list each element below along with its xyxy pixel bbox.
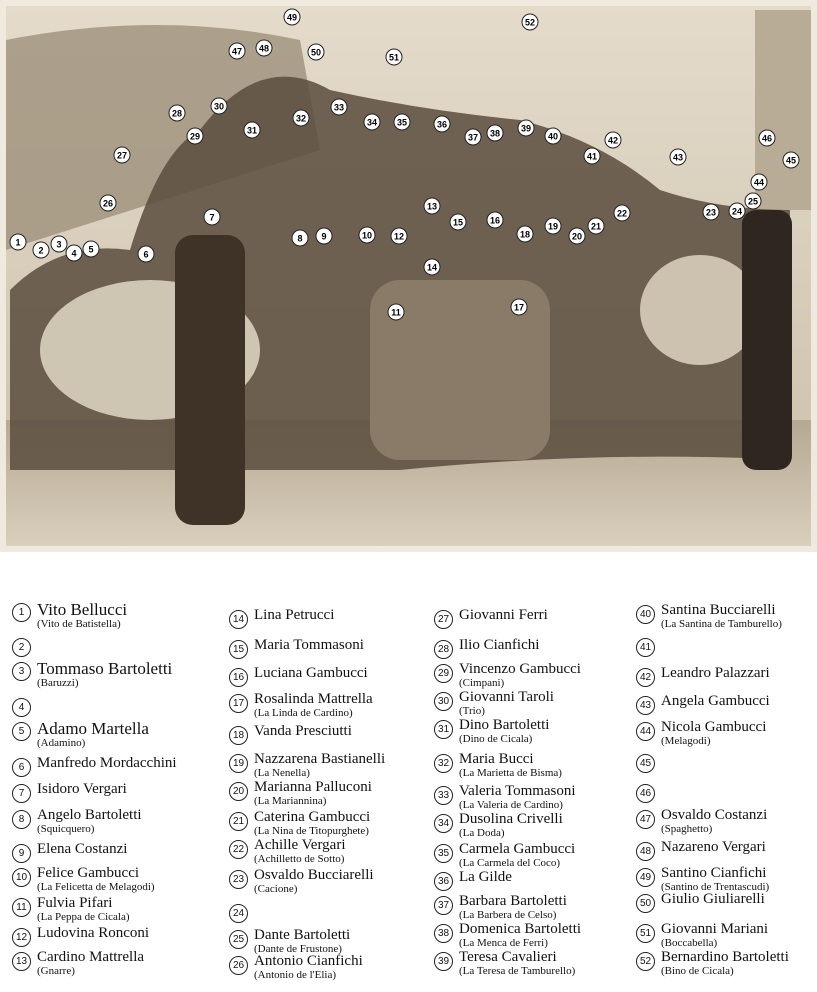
person-name: Giovanni Mariani xyxy=(661,921,769,937)
person-nickname: (Vito de Batistella) xyxy=(37,618,121,630)
legend-number: 28 xyxy=(434,640,453,659)
legend-number: 39 xyxy=(434,952,453,971)
legend-entry xyxy=(12,926,149,947)
person-name: Maria Bucci xyxy=(459,751,534,767)
legend-number: 15 xyxy=(229,640,248,659)
svg-text:19: 19 xyxy=(547,221,559,232)
svg-text:31: 31 xyxy=(246,125,258,136)
person-name: Adamo Martella xyxy=(37,719,149,738)
legend-number: 22 xyxy=(229,840,248,859)
person-name: Achille Vergari xyxy=(254,837,346,853)
person-name: Vincenzo Gambucci xyxy=(459,661,581,677)
svg-text:20: 20 xyxy=(571,231,583,242)
person-nickname: (Cimpani) xyxy=(459,677,505,689)
svg-text:18: 18 xyxy=(519,229,531,240)
person-name: Teresa Cavalieri xyxy=(459,949,557,965)
svg-text:13: 13 xyxy=(426,201,438,212)
person-name: Barbara Bartoletti xyxy=(459,893,567,909)
legend-number: 16 xyxy=(229,668,248,687)
person-nickname: (Santino de Trentascudi) xyxy=(661,881,770,893)
person-nickname: (La Felicetta de Melagodi) xyxy=(37,881,155,893)
legend-entry xyxy=(229,868,374,895)
legend-entry xyxy=(434,638,539,659)
person-name: Leandro Palazzari xyxy=(661,665,770,681)
svg-text:46: 46 xyxy=(761,133,773,144)
legend-number: 8 xyxy=(12,810,31,829)
legend-entry xyxy=(12,896,130,923)
svg-text:36: 36 xyxy=(436,119,448,130)
svg-text:32: 32 xyxy=(295,113,307,124)
svg-text:30: 30 xyxy=(213,101,225,112)
svg-text:50: 50 xyxy=(310,47,322,58)
legend-entry xyxy=(12,782,127,803)
legend-number: 47 xyxy=(636,810,655,829)
svg-text:23: 23 xyxy=(705,207,717,218)
legend-number: 24 xyxy=(229,904,248,923)
legend-entry xyxy=(434,842,575,869)
person-name: Elena Costanzi xyxy=(37,841,128,857)
svg-text:48: 48 xyxy=(258,43,270,54)
person-name: Dino Bartoletti xyxy=(459,717,550,733)
svg-text:14: 14 xyxy=(426,262,438,273)
legend-entry xyxy=(434,690,554,717)
person-name: Valeria Tommasoni xyxy=(459,783,576,799)
person-nickname: (La Nina de Titopurghete) xyxy=(254,825,369,837)
legend-number: 45 xyxy=(636,754,655,773)
person-nickname: (La Menca de Ferri) xyxy=(459,937,548,949)
svg-text:5: 5 xyxy=(88,244,94,255)
legend-entry xyxy=(636,694,770,715)
svg-text:44: 44 xyxy=(753,177,765,188)
legend-entry xyxy=(636,752,661,773)
legend-entry xyxy=(229,752,385,779)
legend-number: 4 xyxy=(12,698,31,717)
person-name: Marianna Palluconi xyxy=(254,779,372,795)
legend-number: 6 xyxy=(12,758,31,777)
legend-entry xyxy=(434,812,563,839)
legend-entry xyxy=(229,724,352,745)
svg-text:39: 39 xyxy=(520,123,532,134)
legend-entry xyxy=(12,866,155,893)
person-nickname: (La Teresa de Tamburello) xyxy=(459,965,576,977)
legend-entry xyxy=(12,842,127,863)
person-name: Carmela Gambucci xyxy=(459,841,576,857)
person-nickname: (La Santina de Tamburello) xyxy=(661,618,782,630)
svg-text:9: 9 xyxy=(321,231,327,242)
person-name: Cardino Mattrella xyxy=(37,949,145,965)
legend-entry xyxy=(229,692,373,719)
person-name: Antonio Cianfichi xyxy=(254,953,363,969)
svg-text:42: 42 xyxy=(607,135,619,146)
svg-text:33: 33 xyxy=(333,102,345,113)
svg-text:34: 34 xyxy=(366,117,378,128)
person-nickname: (La Barbera de Celso) xyxy=(459,909,557,921)
svg-text:25: 25 xyxy=(747,196,759,207)
person-nickname: (Achilletto de Sotto) xyxy=(254,853,345,865)
legend-number: 34 xyxy=(434,814,453,833)
svg-text:15: 15 xyxy=(452,217,464,228)
legend-number: 49 xyxy=(636,868,655,887)
person-name: Osvaldo Bucciarelli xyxy=(254,867,374,883)
svg-text:51: 51 xyxy=(388,52,400,63)
legend-entry xyxy=(636,603,782,630)
person-name: La Gilde xyxy=(459,869,512,885)
person-nickname: (Baruzzi) xyxy=(37,677,79,689)
legend-entry xyxy=(636,922,768,949)
legend-entry xyxy=(229,810,370,837)
legend-number: 5 xyxy=(12,722,31,741)
legend-entry xyxy=(434,718,549,745)
legend-entry xyxy=(636,720,766,747)
legend-entry xyxy=(636,840,766,861)
svg-text:1: 1 xyxy=(15,237,21,248)
legend-entry xyxy=(229,608,334,629)
legend-number: 32 xyxy=(434,754,453,773)
person-nickname: (La Carmela del Coco) xyxy=(459,857,561,869)
svg-text:49: 49 xyxy=(286,12,298,23)
person-name: Tommaso Bartoletti xyxy=(37,659,173,678)
legend-number: 51 xyxy=(636,924,655,943)
legend-number: 26 xyxy=(229,956,248,975)
legend-entry xyxy=(12,636,37,657)
person-nickname: (Antonio de l'Elia) xyxy=(254,969,337,981)
legend-number: 2 xyxy=(12,638,31,657)
person-nickname: (Bino de Cicala) xyxy=(661,965,734,977)
person-nickname: (La Mariannina) xyxy=(254,795,327,807)
legend-entry xyxy=(229,638,364,659)
svg-text:7: 7 xyxy=(209,212,215,223)
person-nickname: (Dante de Frustone) xyxy=(254,943,342,955)
person-name: Angelo Bartoletti xyxy=(37,807,142,823)
legend-number: 50 xyxy=(636,894,655,913)
svg-text:6: 6 xyxy=(143,249,149,260)
legend-number: 20 xyxy=(229,782,248,801)
legend-entry xyxy=(636,866,769,893)
person-name: Angela Gambucci xyxy=(661,693,770,709)
person-name: Ilio Cianfichi xyxy=(459,637,540,653)
person-nickname: (La Doda) xyxy=(459,827,505,839)
svg-text:2: 2 xyxy=(38,245,44,256)
legend-entry xyxy=(636,950,789,977)
legend-number: 48 xyxy=(636,842,655,861)
person-name: Luciana Gambucci xyxy=(254,665,368,681)
svg-text:21: 21 xyxy=(590,221,602,232)
legend-entry xyxy=(434,922,581,949)
legend-entry xyxy=(12,756,177,777)
person-name: Isidoro Vergari xyxy=(37,781,127,797)
legend-entry xyxy=(12,950,144,977)
svg-text:52: 52 xyxy=(524,17,536,28)
legend-number: 14 xyxy=(229,610,248,629)
legend-number: 13 xyxy=(12,952,31,971)
person-name: Ludovina Ronconi xyxy=(37,925,150,941)
svg-text:45: 45 xyxy=(785,155,797,166)
person-name: Maria Tommasoni xyxy=(254,637,364,653)
legend-entry xyxy=(434,784,576,811)
legend-entry xyxy=(12,696,37,717)
person-nickname: (La Linda de Cardino) xyxy=(254,707,353,719)
legend-entry xyxy=(229,780,372,807)
legend-entry xyxy=(434,870,512,891)
legend-number: 40 xyxy=(636,605,655,624)
person-name: Santina Bucciarelli xyxy=(661,602,776,618)
svg-text:28: 28 xyxy=(171,108,183,119)
svg-text:40: 40 xyxy=(547,131,559,142)
legend-number: 12 xyxy=(12,928,31,947)
svg-text:47: 47 xyxy=(231,46,243,57)
legend-entry xyxy=(434,950,575,977)
person-name: Fulvia Pifari xyxy=(37,895,113,911)
svg-text:8: 8 xyxy=(297,233,303,244)
person-nickname: (La Peppa de Cicala) xyxy=(37,911,130,923)
legend-number: 29 xyxy=(434,664,453,683)
legend-number: 31 xyxy=(434,720,453,739)
legend-number: 9 xyxy=(12,844,31,863)
legend-number: 10 xyxy=(12,868,31,887)
person-name: Dante Bartoletti xyxy=(254,927,351,943)
svg-text:22: 22 xyxy=(616,208,628,219)
person-nickname: (La Nenella) xyxy=(254,767,310,779)
legend-number: 18 xyxy=(229,726,248,745)
person-name: Vito Bellucci xyxy=(37,600,128,619)
legend-number: 11 xyxy=(12,898,31,917)
legend-number: 42 xyxy=(636,668,655,687)
person-name: Nazareno Vergari xyxy=(661,839,766,855)
person-name: Rosalinda Mattrella xyxy=(254,691,373,707)
person-name: Giovanni Taroli xyxy=(459,689,554,705)
svg-text:35: 35 xyxy=(396,117,408,128)
person-name: Osvaldo Costanzi xyxy=(661,807,768,823)
legend-number: 41 xyxy=(636,638,655,657)
legend-number: 17 xyxy=(229,694,248,713)
legend-number: 52 xyxy=(636,952,655,971)
legend-number: 43 xyxy=(636,696,655,715)
person-nickname: (Spaghetto) xyxy=(661,823,713,835)
legend-entry xyxy=(434,752,562,779)
legend-entry xyxy=(434,894,567,921)
svg-text:4: 4 xyxy=(71,248,77,259)
legend-number: 27 xyxy=(434,610,453,629)
person-nickname: (Adamino) xyxy=(37,737,86,749)
svg-text:16: 16 xyxy=(489,215,501,226)
person-name: Domenica Bartoletti xyxy=(459,921,582,937)
person-name: Caterina Gambucci xyxy=(254,809,371,825)
svg-text:26: 26 xyxy=(102,198,114,209)
legend-number: 33 xyxy=(434,786,453,805)
legend-entry xyxy=(12,720,149,749)
legend-number: 37 xyxy=(434,896,453,915)
person-nickname: (Cacione) xyxy=(254,883,298,895)
legend-entry xyxy=(12,808,142,835)
svg-text:24: 24 xyxy=(731,206,743,217)
legend-number: 30 xyxy=(434,692,453,711)
legend-number: 35 xyxy=(434,844,453,863)
svg-text:17: 17 xyxy=(513,302,525,313)
svg-text:37: 37 xyxy=(467,132,479,143)
person-nickname: (Gnarre) xyxy=(37,965,75,977)
legend-entry xyxy=(636,782,661,803)
svg-text:10: 10 xyxy=(361,230,373,241)
legend-entry xyxy=(12,660,172,689)
legend-entry xyxy=(636,666,770,687)
legend-entry xyxy=(229,954,363,981)
person-nickname: (La Marietta de Bisma) xyxy=(459,767,562,779)
svg-text:29: 29 xyxy=(189,131,201,142)
person-nickname: (La Valeria de Cardino) xyxy=(459,799,563,811)
legend-number: 1 xyxy=(12,603,31,622)
person-name: Vanda Presciutti xyxy=(254,723,352,739)
person-name: Dusolina Crivelli xyxy=(459,811,563,827)
legend-entry xyxy=(434,608,548,629)
person-nickname: (Dino de Cicala) xyxy=(459,733,533,745)
svg-text:41: 41 xyxy=(586,151,598,162)
person-name: Nicola Gambucci xyxy=(661,719,767,735)
person-nickname: (Boccabella) xyxy=(661,937,718,949)
svg-text:11: 11 xyxy=(391,307,401,318)
svg-text:43: 43 xyxy=(672,152,684,163)
person-name: Giovanni Ferri xyxy=(459,607,548,623)
legend-number: 36 xyxy=(434,872,453,891)
person-name: Felice Gambucci xyxy=(37,865,140,881)
svg-text:27: 27 xyxy=(116,150,128,161)
legend-number: 46 xyxy=(636,784,655,803)
legend-number: 3 xyxy=(12,662,31,681)
legend-entry xyxy=(229,902,254,923)
person-name: Lina Petrucci xyxy=(254,607,335,623)
person-nickname: (Melagodi) xyxy=(661,735,711,747)
person-name: Giulio Giuliarelli xyxy=(661,891,765,907)
person-name: Manfredo Mordacchini xyxy=(37,755,177,771)
legend-number: 44 xyxy=(636,722,655,741)
legend-entry xyxy=(229,838,346,865)
legend-entry xyxy=(229,928,350,955)
person-name: Santino Cianfichi xyxy=(661,865,767,881)
person-nickname: (Trio) xyxy=(459,705,485,717)
legend-number: 38 xyxy=(434,924,453,943)
legend-entry xyxy=(636,892,765,913)
legend-entry xyxy=(636,808,767,835)
svg-text:12: 12 xyxy=(393,231,405,242)
legend-number: 23 xyxy=(229,870,248,889)
person-name: Bernardino Bartoletti xyxy=(661,949,789,965)
legend-number: 25 xyxy=(229,930,248,949)
legend-entry xyxy=(434,662,581,689)
person-nickname: (Squicquero) xyxy=(37,823,95,835)
legend-entry xyxy=(12,601,127,630)
legend-number: 21 xyxy=(229,812,248,831)
legend-entry xyxy=(636,636,661,657)
legend-entry xyxy=(229,666,368,687)
legend-number: 7 xyxy=(12,784,31,803)
svg-text:38: 38 xyxy=(489,128,501,139)
svg-text:3: 3 xyxy=(56,239,62,250)
legend-number: 19 xyxy=(229,754,248,773)
person-name: Nazzarena Bastianelli xyxy=(254,751,386,767)
